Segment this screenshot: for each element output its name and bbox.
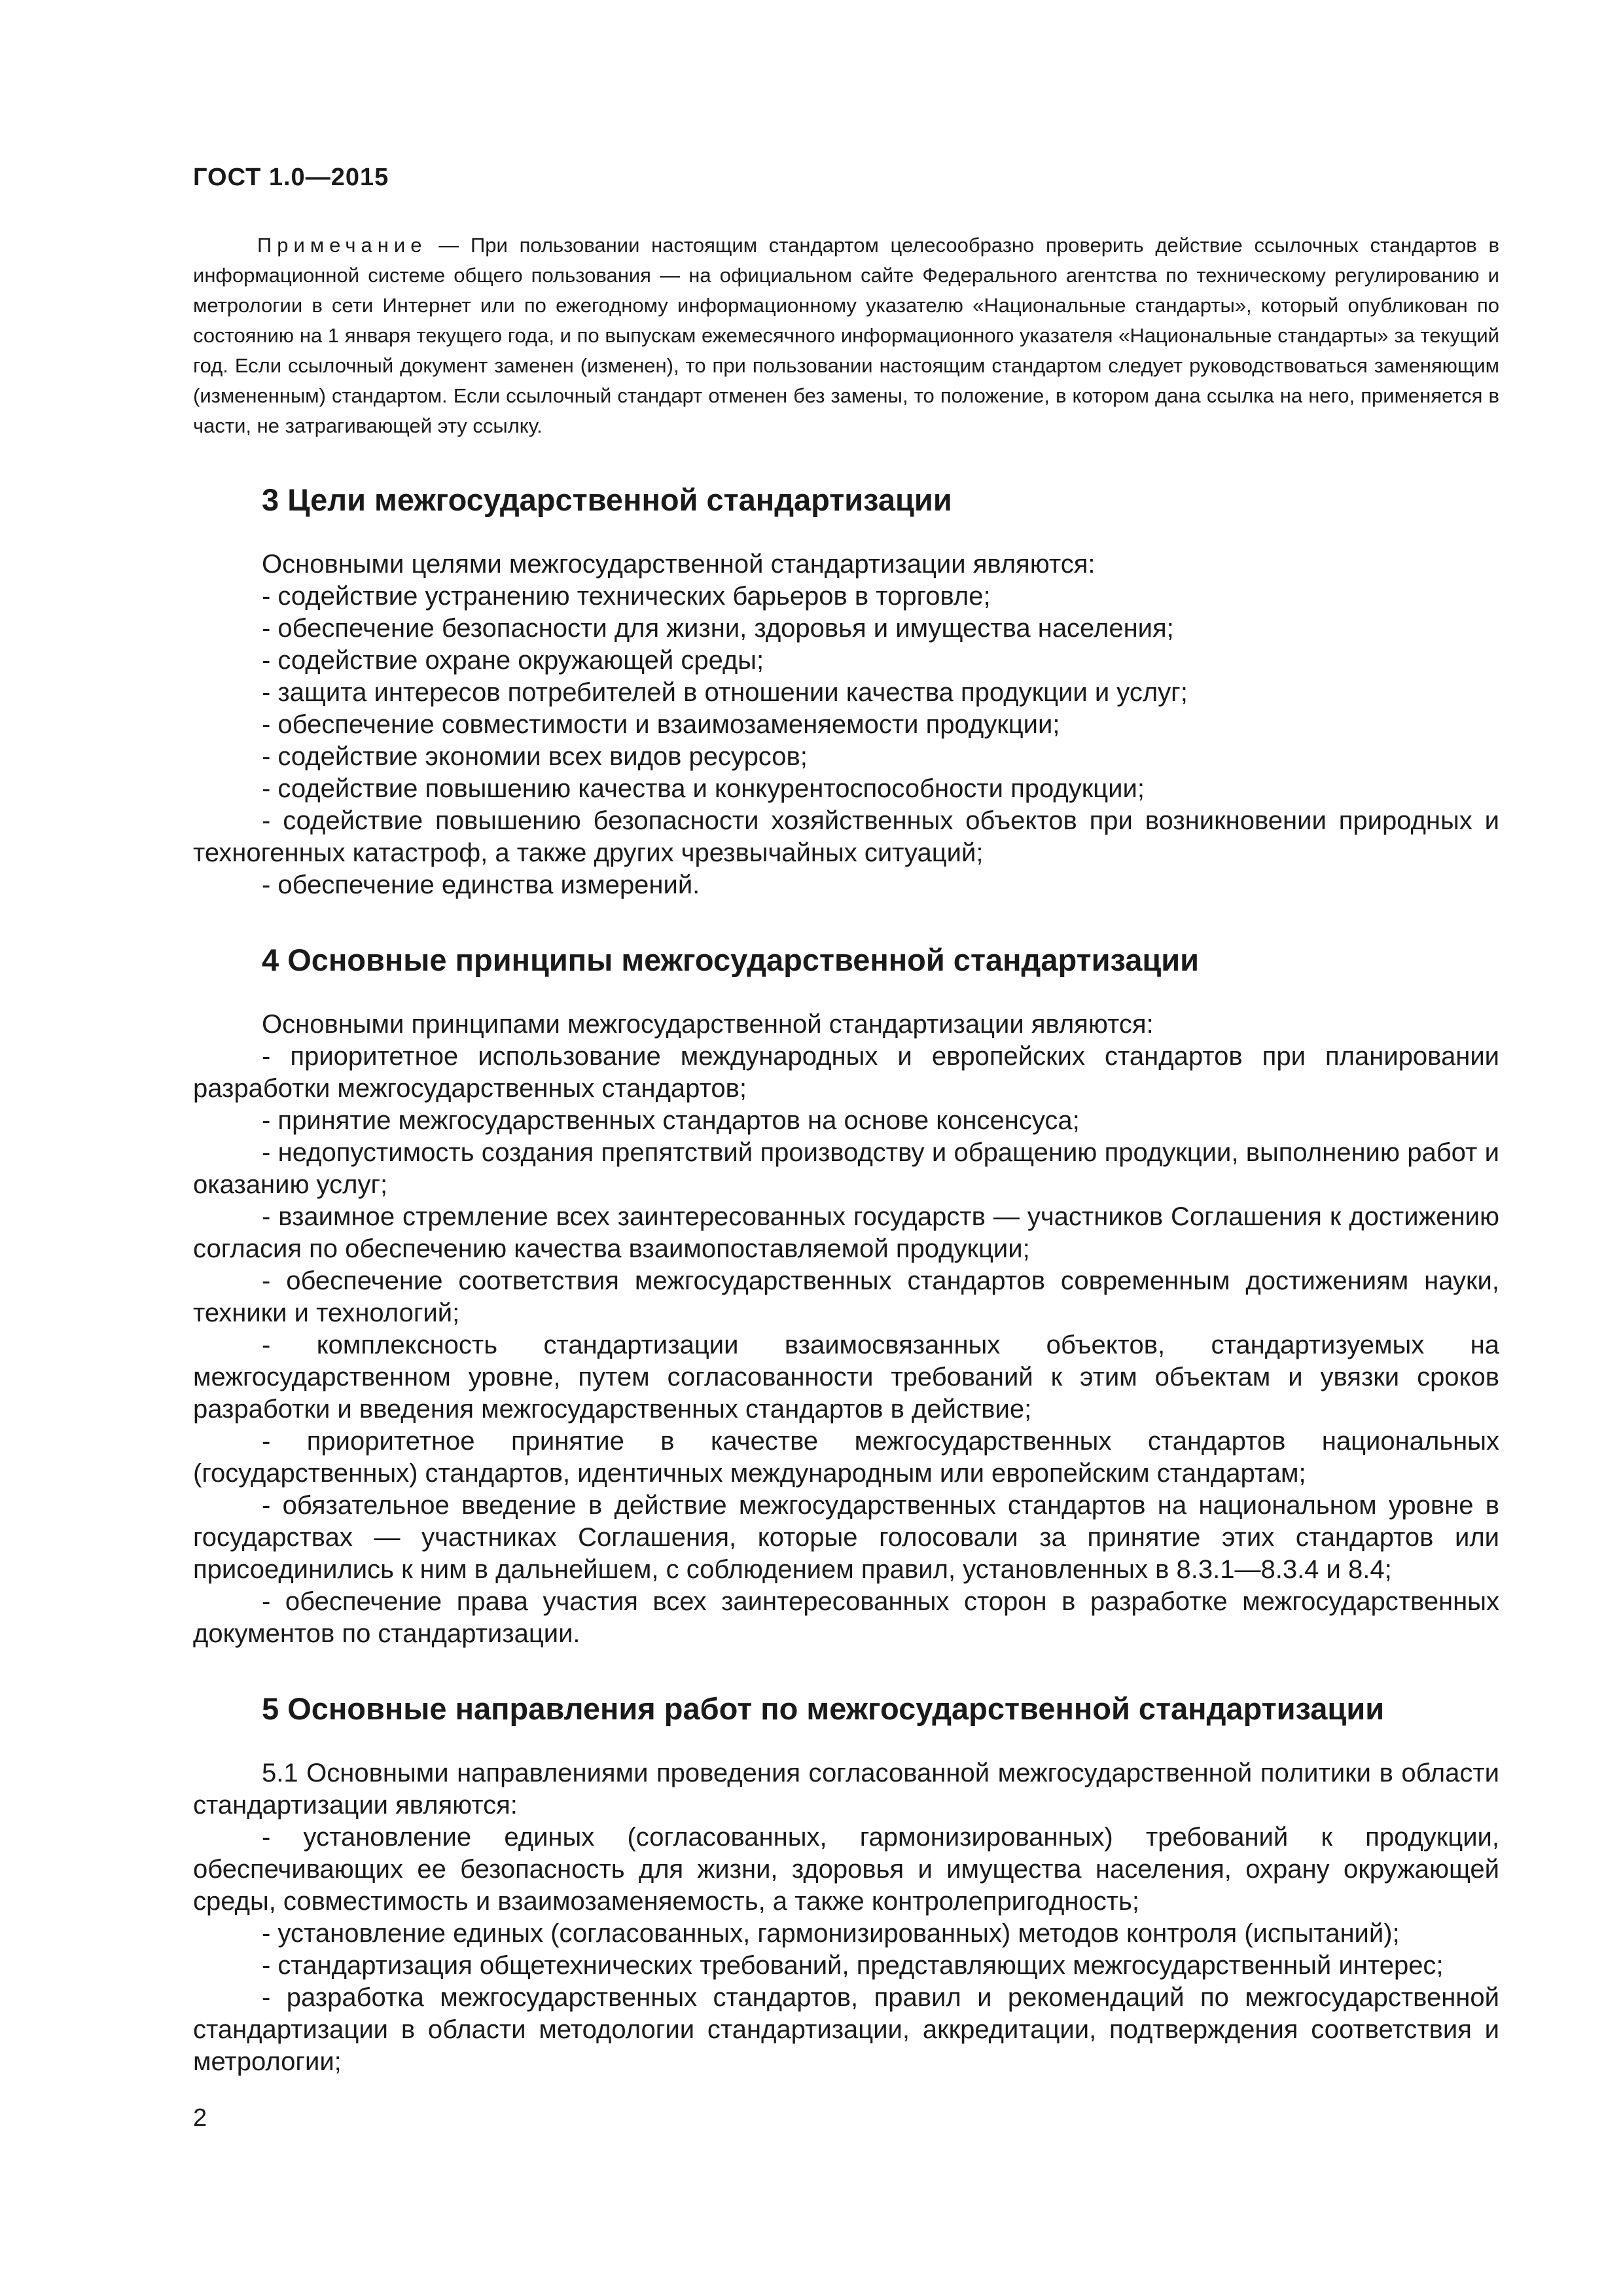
section-5-paragraph: 5.1 Основными направлениями проведения согласованной межгосударственной политики в области стандартизации являются: [193, 1759, 1499, 1820]
document-body [193, 230, 1499, 2078]
section-5-paragraph: - установление единых (согласованных, гармонизированных) методов контроля (испытаний); [262, 1919, 1400, 1948]
section-4-paragraph: - принятие межгосударственных стандартов на основе консенсуса; [262, 1106, 1080, 1135]
section-5-paragraph: - разработка межгосударственных стандартов, правил и рекомендаций по межгосударственной стандартизации в области методологии стандартизации, аккредитации, подтверждения соответствия и метрологии; [193, 1983, 1499, 2076]
section-4-paragraph: - недопустимость создания препятствий производству и обращению продукции, выполнению работ и оказанию услуг; [193, 1138, 1499, 1199]
section-5-paragraph: - стандартизация общетехнических требований, представляющих межгосударственный интерес; [262, 1951, 1444, 1980]
section-4-paragraph: - обязательное введение в действие межгосударственных стандартов на национальном уровне в государствах — участниках Соглашения, которые голосовали за принятие этих стандартов или присоединились к ним в дальнейшем, с соблюдением правил, установленных в 8.3.1—8.3.4 и 8.4; [193, 1491, 1499, 1584]
section-3 [193, 482, 1499, 901]
section-3-paragraph: - защита интересов потребителей в отношении качества продукции и услуг; [262, 678, 1188, 707]
note-label: Примечание [257, 234, 427, 257]
note-text: — При пользовании настоящим стандартом целесообразно проверить действие ссылочных стандартов в информационной системе общего пользования — на официальном сайте Федерального агентства по техническому регулированию и метрологии в сети Интернет или по ежегодному информационному указателю «Национальные стандарты», который опубликован по состоянию на 1 января текущего года, и по выпускам ежемесячного информационного указателя «Национальные стандарты» за текущий год. Если ссылочный документ заменен (изменен), то при пользовании настоящим стандартом следует руководствоваться заменяющим (измененным) стандартом. Если ссылочный стандарт отменен без замены, то положение, в котором дана ссылка на него, применяется в части, не затрагивающей эту ссылку. [193, 234, 1499, 437]
section-3-paragraph: - содействие охране окружающей среды; [262, 646, 764, 675]
section-3-paragraph: - содействие повышению качества и конкурентоспособности продукции; [262, 774, 1145, 803]
document-header: ГОСТ 1.0—2015 [193, 164, 389, 191]
section-3-paragraph: - содействие экономии всех видов ресурсов; [262, 742, 808, 771]
section-3-title: 3 Цели межгосударственной стандартизации [262, 482, 952, 517]
section-3-paragraph: - содействие повышению безопасности хозяйственных объектов при возникновении природных и техногенных катастроф, а также других чрезвычайных ситуаций; [193, 806, 1499, 867]
section-3-paragraph: - содействие устранению технических барьеров в торговле; [262, 582, 991, 611]
section-4-paragraph: - взаимное стремление всех заинтересованных государств — участников Соглашения к достижению согласия по обеспечению качества взаимопоставляемой продукции; [193, 1202, 1499, 1263]
section-3-paragraph: Основными целями межгосударственной стандартизации являются: [262, 550, 1096, 579]
section-5-paragraph: - установление единых (согласованных, гармонизированных) требований к продукции, обеспечивающих ее безопасность для жизни, здоровья и имущества населения, охрану окружающей среды, совместимость и взаимозаменяемость, а также контролепригодность; [193, 1823, 1499, 1916]
section-3-paragraph: - обеспечение совместимости и взаимозаменяемости продукции; [262, 710, 1060, 739]
section-4-paragraph: - приоритетное использование международных и европейских стандартов при планировании разработки межгосударственных стандартов; [193, 1042, 1499, 1103]
note-paragraph [193, 230, 1499, 441]
section-5 [193, 1691, 1499, 2078]
section-4-title: 4 Основные принципы межгосударственной стандартизации [262, 942, 1200, 977]
section-4-paragraph: - обеспечение права участия всех заинтересованных сторон в разработке межгосударственных документов по стандартизации. [193, 1587, 1499, 1648]
page-number: 2 [193, 2104, 207, 2132]
section-4-paragraph: - обеспечение соответствия межгосударственных стандартов современным достижениям науки, техники и технологий; [193, 1266, 1499, 1327]
section-5-title: 5 Основные направления работ по межгосударственной стандартизации [262, 1691, 1385, 1726]
section-4-paragraph: - приоритетное принятие в качестве межгосударственных стандартов национальных (государственных) стандартов, идентичных международным или европейским стандартам; [193, 1427, 1499, 1488]
section-4-paragraph: Основными принципами межгосударственной стандартизации являются: [262, 1010, 1154, 1039]
section-4-paragraph: - комплексность стандартизации взаимосвязанных объектов, стандартизуемых на межгосударственном уровне, путем согласованности требований к этим объектам и увязки сроков разработки и введения межгосударственных стандартов в действие; [193, 1331, 1499, 1424]
section-3-paragraph: - обеспечение единства измерений. [262, 870, 700, 899]
section-3-paragraph: - обеспечение безопасности для жизни, здоровья и имущества населения; [262, 614, 1174, 643]
section-4 [193, 942, 1499, 1650]
